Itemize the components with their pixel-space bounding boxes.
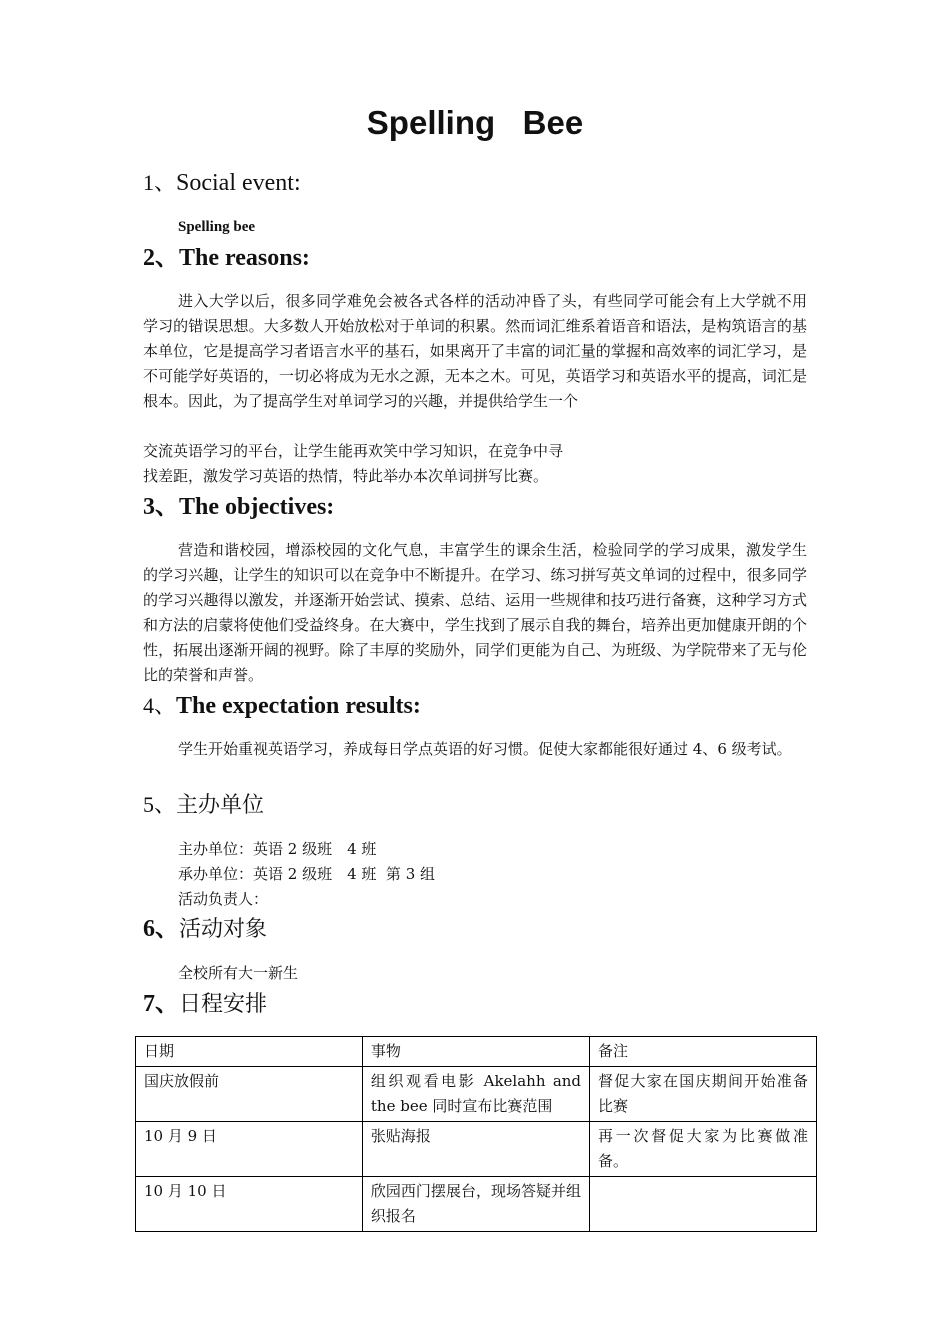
header-date: 日期 xyxy=(136,1037,363,1067)
reasons-line: 交流英语学习的平台，让学生能再欢笑中学习知识，在竞争中寻 xyxy=(143,442,564,460)
table-header-row xyxy=(136,1037,817,1067)
section-title: 日程安排 xyxy=(179,992,268,1017)
social-event-name: Spelling bee xyxy=(178,219,256,235)
co-organizer-line: 承办单位：英语 2 级班 4 班 第 3 组 xyxy=(178,865,436,883)
section-number: 2、 xyxy=(143,245,179,271)
section-heading-schedule xyxy=(143,989,267,1020)
header-note: 备注 xyxy=(590,1037,817,1067)
schedule-table xyxy=(135,1036,817,1232)
section-heading-objectives xyxy=(143,492,334,523)
section-heading-organizer xyxy=(143,790,264,821)
cell-event: 张贴海报 xyxy=(362,1122,589,1177)
section-number: 7、 xyxy=(143,991,179,1017)
header-event: 事物 xyxy=(362,1037,589,1067)
cell-date: 国庆放假前 xyxy=(136,1067,363,1122)
section-heading-social-event xyxy=(143,168,301,199)
section-title: 活动对象 xyxy=(179,917,268,942)
section-heading-expectation xyxy=(143,691,421,722)
section-number: 5、 xyxy=(143,792,177,817)
reasons-paragraph: 进入大学以后，很多同学难免会被各式各样的活动冲昏了头，有些同学可能会有上大学就不用学习的错误思想。大多数人开始放松对于单词的积累。然而词汇维系着语音和语法，是构筑语言的基本单位，它是提高学习者语言水平的基石，如果离开了丰富的词汇量的掌握和高效率的词汇学习，是不可能学好英语的，一切必将成为无水之源，无本之木。可见，英语学习和英语水平的提高，词汇是根本。因此，为了提高学生对单词学习的兴趣，并提供给学生一个 xyxy=(143,292,807,410)
audience-line: 全校所有大一新生 xyxy=(178,964,299,982)
section-title: Social event: xyxy=(176,170,301,196)
reasons-line: 找差距，激发学习英语的热情，特此举办本次单词拼写比赛。 xyxy=(143,467,549,485)
table-row xyxy=(136,1067,817,1122)
page-title: Spelling Bee xyxy=(366,104,584,141)
section-number: 1、 xyxy=(143,170,177,195)
section-number: 4、 xyxy=(143,693,177,718)
organizer-line: 主办单位：英语 2 级班 4 班 xyxy=(178,840,377,858)
cell-event: 欣园西门摆展台，现场答疑并组织报名 xyxy=(362,1177,589,1232)
cell-event: 组织观看电影 Akelahh and the bee 同时宣布比赛范围 xyxy=(362,1067,589,1122)
section-number: 3、 xyxy=(143,494,179,520)
section-heading-reasons xyxy=(143,243,310,274)
cell-note xyxy=(590,1177,817,1232)
person-in-charge-line: 活动负责人： xyxy=(178,890,269,908)
table-row xyxy=(136,1177,817,1232)
section-title: The objectives: xyxy=(179,494,335,520)
table-row xyxy=(136,1122,817,1177)
cell-note: 督促大家在国庆期间开始准备比赛 xyxy=(590,1067,817,1122)
cell-note: 再一次督促大家为比赛做准备。 xyxy=(590,1122,817,1177)
section-title: The reasons: xyxy=(179,245,310,271)
section-heading-audience xyxy=(143,914,267,945)
cell-date: 10 月 10 日 xyxy=(136,1177,363,1232)
objectives-paragraph: 营造和谐校园，增添校园的文化气息，丰富学生的课余生活，检验同学的学习成果，激发学生的学习兴趣，让学生的知识可以在竞争中不断提升。在学习、练习拼写英文单词的过程中，很多同学的学习兴趣得以激发，并逐渐开始尝试、摸索、总结、运用一些规律和技巧进行备赛，这种学习方式和方法的启蒙将使他们受益终身。在大赛中，学生找到了展示自我的舞台，培养出更加健康开朗的个性，拓展出逐渐开阔的视野。除了丰厚的奖励外，同学们更能为自己、为班级、为学院带来了无与伦比的荣誉和声誉。 xyxy=(143,541,807,684)
section-title: The expectation results: xyxy=(176,693,421,719)
cell-date: 10 月 9 日 xyxy=(136,1122,363,1177)
expectation-paragraph: 学生开始重视英语学习，养成每日学点英语的好习惯。促使大家都能很好通过 4、6 级考试。 xyxy=(178,740,792,758)
section-title: 主办单位 xyxy=(176,793,265,818)
section-number: 6、 xyxy=(143,916,179,942)
